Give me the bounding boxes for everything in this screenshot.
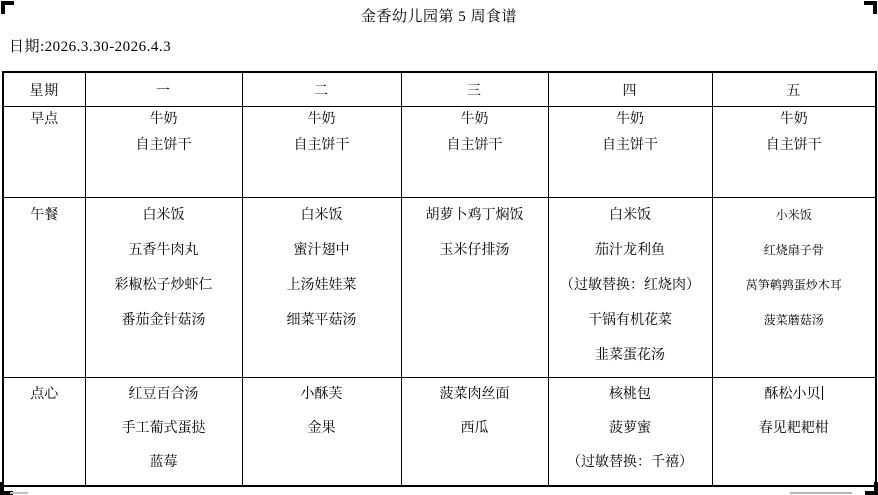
meal-label-text: 午餐 xyxy=(30,208,59,223)
menu-item-line: 自主饼干 xyxy=(135,138,192,153)
menu-item-line: 细菜平菇汤 xyxy=(286,313,357,328)
menu-item-line: 牛奶 xyxy=(616,112,644,127)
horizontal-scrollbar[interactable] xyxy=(790,492,852,494)
menu-item-line: 牛奶 xyxy=(779,112,808,127)
menu-item-line: 红烧扇子骨 xyxy=(763,243,824,257)
day-header-cell[interactable]: 四 xyxy=(548,72,712,107)
meal-row-label[interactable] xyxy=(3,378,85,487)
menu-item-line: 春见耙耙柑 xyxy=(758,421,829,436)
menu-cell[interactable] xyxy=(242,107,401,198)
menu-cell[interactable] xyxy=(712,198,876,378)
menu-item-line: 白米饭 xyxy=(300,208,343,223)
menu-cell[interactable] xyxy=(85,107,242,198)
menu-cell[interactable] xyxy=(85,378,242,487)
meal-label-text: 点心 xyxy=(30,387,59,402)
day-header-cell[interactable]: 三 xyxy=(401,72,548,107)
menu-item-line: 白米饭 xyxy=(142,208,185,223)
menu-cell[interactable] xyxy=(548,107,712,198)
menu-cell[interactable] xyxy=(401,198,548,378)
day-header-cell[interactable]: 五 xyxy=(712,72,876,107)
menu-cell[interactable] xyxy=(242,378,401,487)
menu-item-line: 牛奶 xyxy=(307,112,336,127)
menu-item-line: 小酥芙 xyxy=(300,387,343,402)
menu-item-line: 核桃包 xyxy=(609,387,651,402)
menu-cell[interactable] xyxy=(712,378,876,487)
meal-row-label[interactable] xyxy=(3,198,85,378)
menu-item-line: 莴笋鹌鹑蛋炒木耳 xyxy=(745,278,842,292)
menu-item-line: 自主饼干 xyxy=(765,138,822,153)
menu-item-line: 西瓜 xyxy=(460,421,489,436)
menu-item-line: 蜜汁翅中 xyxy=(293,243,350,258)
menu-item-line: 番茄金针菇汤 xyxy=(121,313,206,328)
menu-cell[interactable] xyxy=(401,107,548,198)
menu-item-line: 茄汁龙利鱼 xyxy=(595,243,665,258)
menu-item-line: 彩椒松子炒虾仁 xyxy=(114,278,213,293)
page-title[interactable]: 金香幼儿园第 5 周食谱 xyxy=(360,9,517,25)
text-cursor xyxy=(822,386,824,400)
table-header-row xyxy=(3,72,876,107)
menu-cell[interactable] xyxy=(712,107,876,198)
day-header-cell[interactable]: 二 xyxy=(242,72,401,107)
meal-label-text: 早点 xyxy=(30,112,59,127)
meal-row xyxy=(3,378,876,487)
date-line[interactable]: 日期:2026.3.30-2026.4.3 xyxy=(9,39,172,55)
menu-item-line: 韭菜蛋花汤 xyxy=(595,348,665,363)
page-bottom-mark xyxy=(10,492,28,494)
menu-cell[interactable] xyxy=(242,198,401,378)
menu-table xyxy=(2,71,877,487)
menu-item-line: 自主饼干 xyxy=(293,138,350,153)
menu-item-line: 白米饭 xyxy=(609,208,651,223)
menu-item-line: 干锅有机花菜 xyxy=(588,313,672,328)
menu-item-line: 菠菜蘑菇汤 xyxy=(763,313,824,327)
menu-cell[interactable] xyxy=(85,198,242,378)
menu-item-line: 牛奶 xyxy=(460,112,489,127)
menu-cell[interactable] xyxy=(401,378,548,487)
meal-row xyxy=(3,198,876,378)
menu-item-line: 菠萝蜜 xyxy=(609,421,651,436)
menu-item-line: 手工葡式蛋挞 xyxy=(121,421,206,436)
menu-cell[interactable] xyxy=(548,198,712,378)
menu-item-line: 自主饼干 xyxy=(446,138,503,153)
menu-item-line: （过敏替换：千禧） xyxy=(567,455,693,470)
menu-item-line: 自主饼干 xyxy=(602,138,658,153)
meal-row-label[interactable] xyxy=(3,107,85,198)
menu-item-line: 菠菜肉丝面 xyxy=(439,387,510,402)
menu-item-line: 小米饭 xyxy=(775,208,812,222)
menu-item-line: 牛奶 xyxy=(149,112,178,127)
menu-cell[interactable] xyxy=(548,378,712,487)
weekday-header-cell[interactable]: 星期 xyxy=(3,72,85,107)
menu-item-line: 红豆百合汤 xyxy=(128,387,199,402)
day-header-cell[interactable]: 一 xyxy=(85,72,242,107)
menu-item-line: 五香牛肉丸 xyxy=(128,243,199,258)
menu-item-line: 玉米仔排汤 xyxy=(439,243,510,258)
menu-item-line: 金果 xyxy=(307,421,336,436)
menu-item-line: 酥松小贝 xyxy=(713,378,876,412)
menu-item-line: 上汤娃娃菜 xyxy=(286,278,357,293)
menu-item-line: 蓝莓 xyxy=(149,455,178,470)
meal-row xyxy=(3,107,876,198)
menu-item-line: （过敏替换：红烧肉） xyxy=(560,278,700,293)
menu-item-line: 胡萝卜鸡丁焖饭 xyxy=(425,208,524,223)
